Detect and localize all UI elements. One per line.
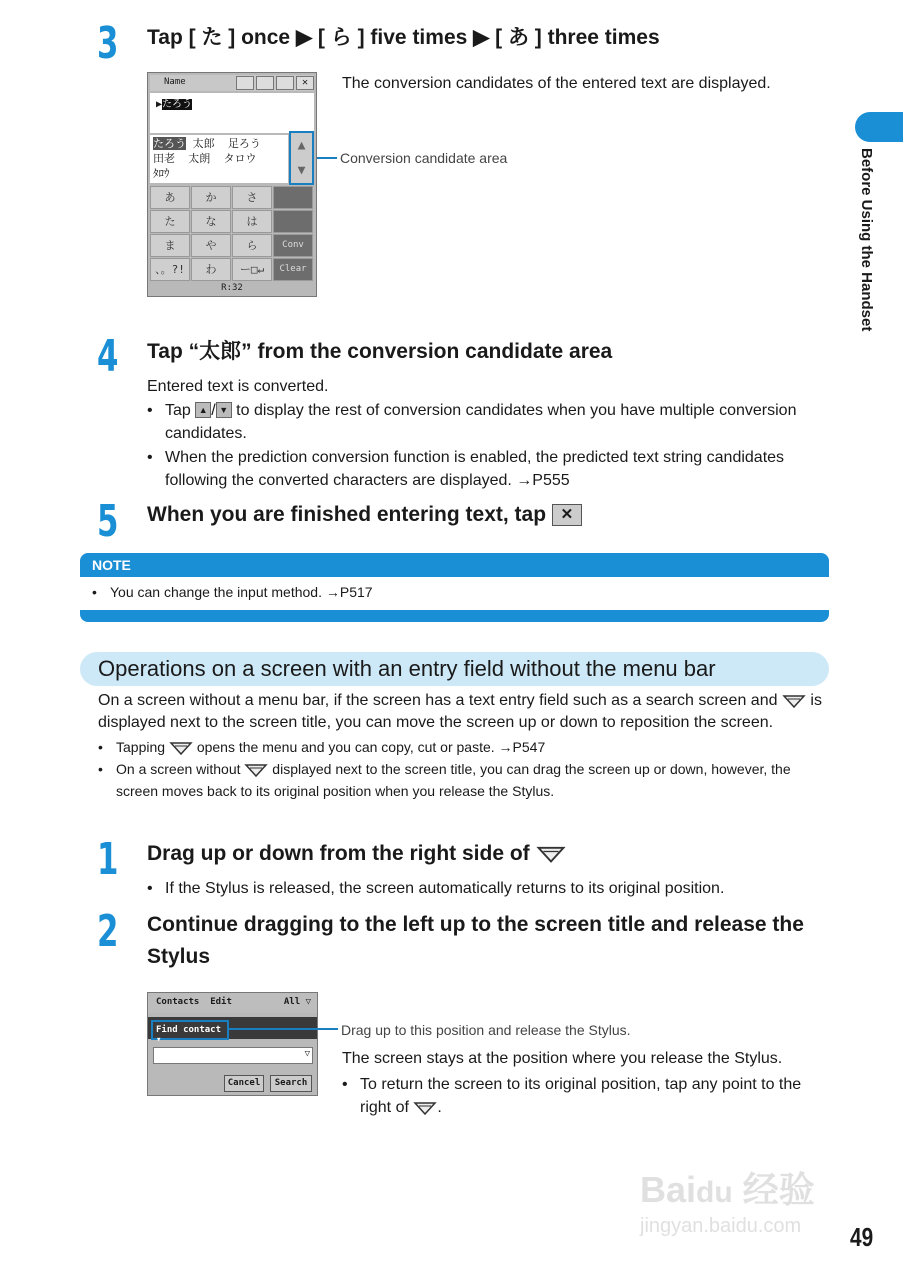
scroll-up-icon[interactable]: ▲	[297, 138, 306, 153]
keypad-key[interactable]: Clear	[273, 258, 313, 281]
section-header: Operations on a screen with an entry field without the menu bar	[80, 652, 829, 686]
bullet: • If the Stylus is released, the screen automatically returns to its original position.	[147, 877, 903, 901]
note-label: NOTE	[80, 553, 829, 577]
dropdown-icon[interactable]: ▽	[304, 1049, 310, 1059]
menu-all[interactable]: All ▽	[283, 997, 311, 1007]
candidate[interactable]: 太朗	[188, 152, 211, 165]
side-tab-label: Before Using the Handset	[858, 148, 875, 332]
candidate[interactable]: タロウ	[223, 152, 257, 165]
step-number: 2	[97, 906, 119, 957]
keypad-key[interactable]: は	[232, 210, 272, 233]
menu-dropdown-icon	[169, 740, 193, 756]
bullet: • To return the screen to its original position, tap any point to the right of .	[342, 1073, 832, 1120]
candidate[interactable]: 太郎	[192, 137, 215, 150]
keypad-key[interactable]: ー□↵	[232, 258, 272, 281]
keypad-key[interactable]: な	[191, 210, 231, 233]
keypad-key[interactable]	[273, 186, 313, 209]
step-title: When you are finished entering text, tap ✕	[147, 499, 582, 531]
candidate[interactable]: 足ろう	[227, 137, 261, 150]
step-title: Continue dragging to the left up to the screen title and release the Stylus	[147, 913, 804, 968]
callout-line	[317, 157, 337, 159]
down-arrow-icon: ▼	[216, 402, 232, 418]
menu-contacts[interactable]: Contacts	[156, 997, 200, 1007]
page-number: 49	[850, 1222, 874, 1252]
side-tab	[855, 112, 903, 142]
close-button-icon: ✕	[552, 504, 582, 526]
menu-dropdown-icon	[244, 762, 268, 778]
bullet: • When the prediction conversion function is enabled, the predicted text string candidates following the converted characters are displayed. →P555	[147, 446, 837, 493]
entry-text: たろう	[162, 99, 193, 110]
bullet: • Tap ▲ / ▼ to display the rest of conversion candidates when you have multiple conversion candidates.	[147, 399, 837, 446]
candidate[interactable]: ﾀﾛｳ	[153, 167, 170, 180]
keypad-key[interactable]: さ	[232, 186, 272, 209]
menu-edit[interactable]: Edit	[210, 997, 232, 1007]
keypad-key[interactable]: Conv	[273, 234, 313, 257]
callout-label: Drag up to this position and release the Stylus.	[341, 1022, 631, 1038]
body-text: On a screen without a menu bar, if the screen has a text entry field such as a search screen and is displayed next to the screen title, you can move the screen up or down to reposition the screen.	[98, 692, 822, 731]
bullet: • On a screen without displayed next to the screen title, you can drag the screen up or down, however, the screen moves back to its original position when you release the Stylus.	[98, 758, 833, 802]
screen-title: Name	[164, 77, 186, 87]
bullet: • Tapping opens the menu and you can copy, cut or paste. →P547	[98, 736, 833, 758]
cancel-button[interactable]: Cancel	[224, 1075, 264, 1092]
menu-dropdown-icon	[413, 1100, 437, 1116]
scroll-down-icon[interactable]: ▼	[297, 163, 306, 178]
keypad-key[interactable]: 、。?!	[150, 258, 190, 281]
status-text: R:32	[221, 283, 243, 293]
callout-line	[228, 1028, 338, 1030]
step-number: 1	[97, 834, 119, 885]
step-number: 3	[97, 18, 119, 69]
keypad-key[interactable]: や	[191, 234, 231, 257]
keypad-key[interactable]: か	[191, 186, 231, 209]
search-button[interactable]: Search	[270, 1075, 312, 1092]
callout-label: Conversion candidate area	[340, 150, 508, 166]
close-icon: ✕	[296, 76, 314, 90]
step-title: Tap “太郎” from the conversion candidate area	[147, 340, 613, 363]
watermark: Baidu 经验 jingyan.baidu.com	[640, 1169, 815, 1237]
phone-screenshot-conversion: Name ✕ ▶たろう たろう 太郎 足ろう 田老 太朗 タロウ ﾀﾛｳ ▲ ▼ あ か さ た な は ま や ら Conv 、。?! わ ー□↵ Clear R:32	[147, 72, 317, 297]
step-description: The conversion candidates of the entered text are displayed.	[342, 75, 771, 92]
up-arrow-icon: ▲	[195, 402, 211, 418]
find-contact-title[interactable]: Find contact ▾	[151, 1020, 229, 1040]
step-number: 4	[97, 331, 119, 382]
menu-dropdown-icon	[782, 693, 806, 709]
step-title: Tap [ た ] once ▶ [ ら ] five times ▶ [ あ ] three times	[147, 26, 660, 49]
keypad-key[interactable]: あ	[150, 186, 190, 209]
keypad-key[interactable]: ら	[232, 234, 272, 257]
step-title: Drag up or down from the right side of	[147, 838, 566, 870]
keypad-key[interactable]	[273, 210, 313, 233]
keypad-key[interactable]: た	[150, 210, 190, 233]
keypad-key[interactable]: わ	[191, 258, 231, 281]
note-text: • You can change the input method. →P517	[92, 581, 829, 603]
phone-screenshot-contacts	[147, 992, 318, 1096]
keypad-key[interactable]: ま	[150, 234, 190, 257]
step-number: 5	[97, 496, 119, 547]
candidate[interactable]: たろう	[153, 137, 186, 150]
candidate[interactable]: 田老	[153, 152, 175, 165]
body-text: Entered text is converted.	[147, 378, 329, 395]
menu-dropdown-icon	[536, 844, 566, 864]
body-text: The screen stays at the position where you release the Stylus.	[342, 1050, 783, 1067]
note-box	[80, 553, 829, 622]
